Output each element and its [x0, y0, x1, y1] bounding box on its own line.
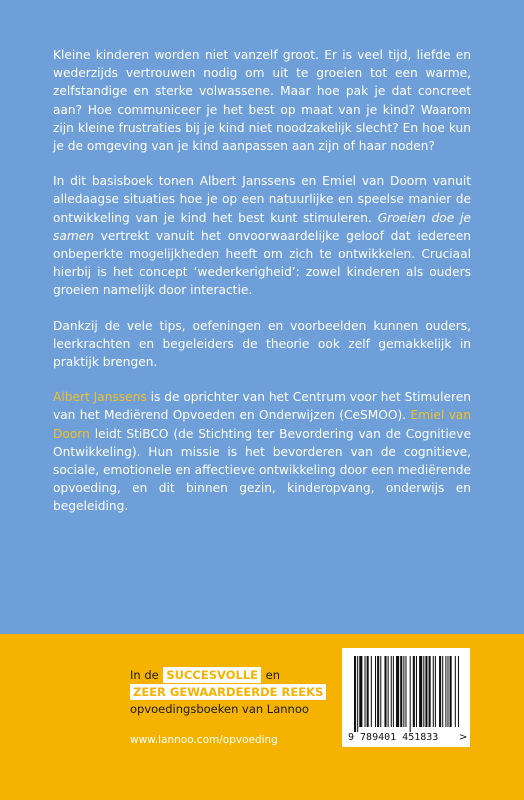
blurb-p2-start: In dit basisboek tonen Albert Janssens en Emiel van Doorn vanuit alledaagse situaties hoe je op een natuurlijke en speelse manier de ontwikkeling van je kind het best kunt stimuleren.: [53, 174, 471, 225]
barcode-bar: [455, 656, 456, 727]
barcode-bar: [450, 656, 452, 727]
barcode-bar: [458, 656, 459, 727]
barcode-bars: [354, 656, 459, 732]
series-pre: In de: [130, 668, 159, 682]
barcode-bar: [396, 656, 399, 727]
barcode-bar: [375, 656, 376, 727]
barcode-marker: >: [459, 732, 468, 743]
barcode-bar: [377, 656, 379, 727]
barcode-bar: [354, 656, 356, 732]
barcode-bar: [365, 656, 366, 727]
blurb-paragraph-3: Dankzij de vele tips, oefeningen en voorbeelden kunnen ouders, leerkrachten en begeleiders de theorie ook zelf gemakkelijk in praktijk brengen.: [53, 318, 471, 370]
series-line-2: [130, 684, 370, 701]
barcode-bar: [423, 656, 424, 727]
barcode-bar: [380, 656, 381, 727]
barcode-bar: [391, 656, 392, 727]
barcode-bar: [425, 656, 427, 727]
barcode-bar: [371, 656, 372, 727]
author-bio-part-1: is de oprichter van het Centrum voor het Stimuleren van het Mediërend Opvoeden en Onderwijzen (CeSMOO).: [53, 390, 471, 423]
barcode-bar: [388, 656, 389, 727]
blurb-text: [53, 46, 471, 533]
barcode-bar: [439, 656, 441, 727]
author-name-janssens: Albert Janssens: [53, 390, 147, 405]
book-title-italic: Groeien doe je samen: [53, 210, 471, 243]
barcode-bar: [357, 656, 358, 732]
barcode-digits: 9 789401 451833: [348, 732, 439, 743]
publisher-url[interactable]: www.lannoo.com/opvoeding: [130, 734, 278, 746]
blurb-p2-end: vertrekt vanuit het onvoorwaardelijke geloof dat iedereen onbeperkte mogelijkheden heeft om zich te ontwikkelen. Cruciaal hierbij is het concept ‘wederkerigheid’: zowel kinderen als ouders groeien namelijk door interactie.: [53, 228, 471, 298]
barcode-bar: [359, 656, 362, 727]
barcode-bar: [393, 656, 394, 727]
barcode-bar: [435, 656, 436, 727]
barcode-bar: [416, 656, 417, 727]
barcode-bar: [405, 656, 406, 727]
author-bio: [53, 388, 471, 515]
barcode-bar: [410, 656, 411, 732]
barcode-bar: [433, 656, 434, 727]
barcode-bar: [367, 656, 369, 727]
barcode-graphic: [342, 648, 470, 747]
series-statement: [130, 667, 370, 718]
barcode-bar: [413, 656, 415, 727]
series-line-3: opvoedingsboeken van Lannoo: [130, 702, 309, 716]
barcode-bar: [419, 656, 422, 727]
series-box-succesvolle: SUCCESVOLLE: [163, 667, 261, 683]
barcode-bar: [384, 656, 386, 727]
blurb-paragraph-1: Kleine kinderen worden niet vanzelf groot. Er is veel tijd, liefde en wederzijds vertrouwen nodig om uit te groeien tot een warme, zelfstandige en sterke volwassene. Maar hoe pak je dat concreet aan? Hoe communiceer je het best op maat van je kind? Waarom zijn kleine frustraties bij je kind niet noodzakelijk slecht? En hoe kun je de omgeving van je kind aanpassen aan zijn of haar noden?: [53, 48, 471, 154]
barcode-bar: [400, 656, 402, 727]
series-mid: en: [265, 668, 281, 682]
barcode-bar: [445, 656, 446, 727]
author-name-van-doorn: Emiel van Doorn: [53, 408, 471, 441]
author-bio-part-2: leidt StiBCO (de Stichting ter Bevordering van de Cognitieve Ontwikkeling). Hun missie is het bevorderen van de cognitieve, sociale, emotionele en affectieve ontwikkeling door een mediërende opvoeding, en dit binnen gezin, kinderopvang, onderwijs en begeleiding.: [53, 426, 471, 514]
isbn-barcode: [342, 648, 470, 747]
barcode-bar: [403, 656, 404, 727]
barcode-bar: [442, 656, 443, 727]
barcode-bar: [447, 656, 448, 727]
barcode-bar: [429, 656, 431, 727]
blurb-paragraph-2: [53, 172, 471, 299]
series-box-reeks: ZEER GEWAARDEERDE REEKS: [130, 684, 326, 700]
series-line-1: [130, 667, 370, 684]
